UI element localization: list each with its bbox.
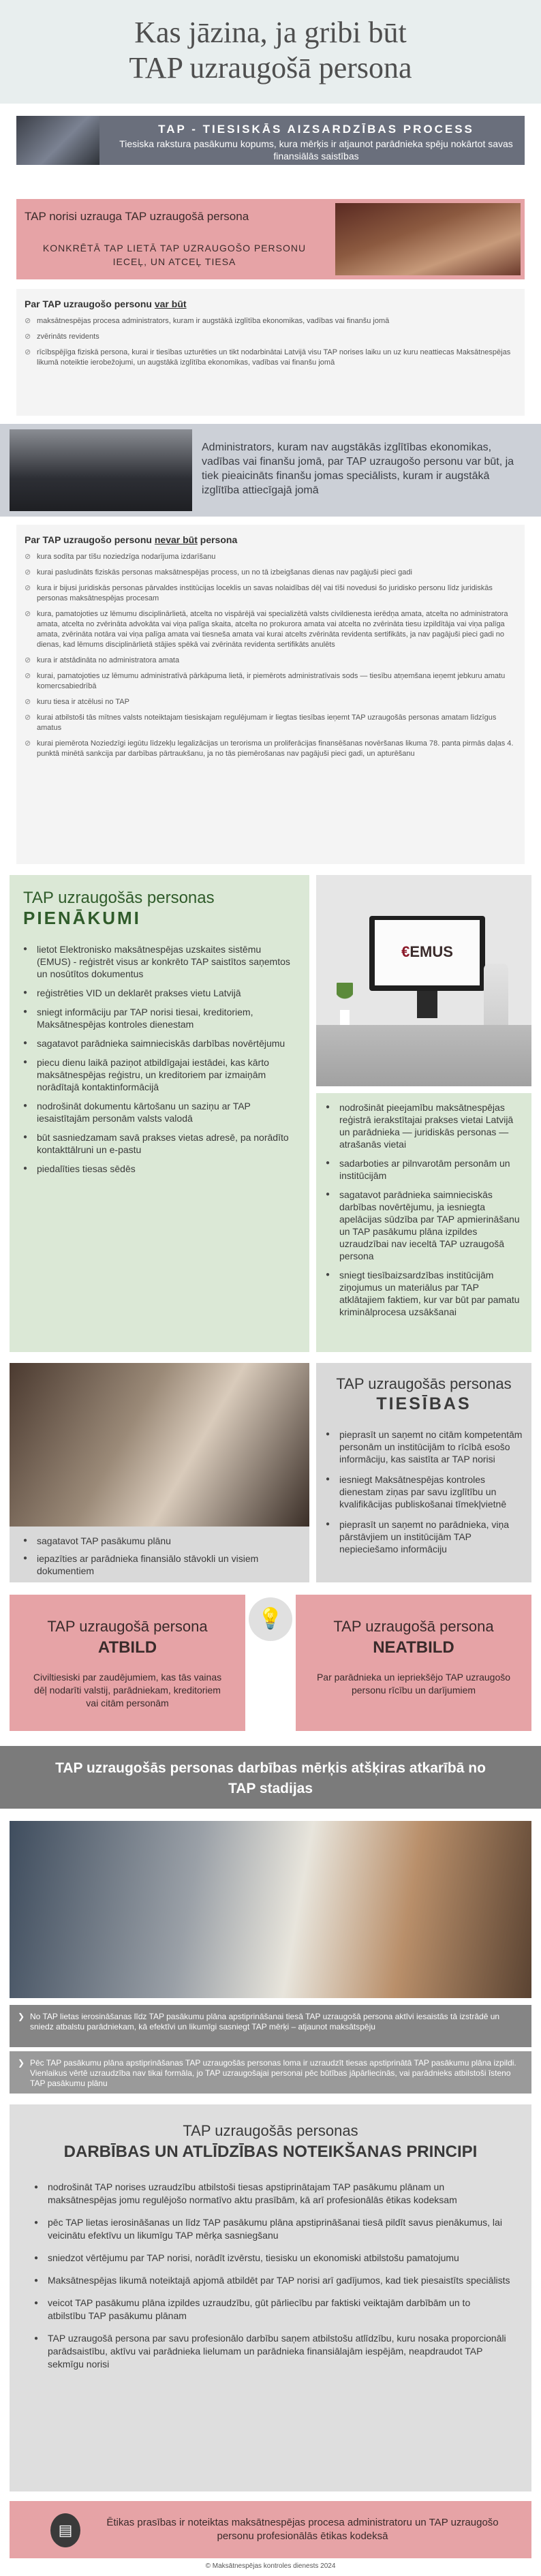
- stage-after-plan: ❯ Pēc TAP pasākumu plāna apstiprināšanas TAP uzraugošās personas loma ir uzraudzīt tiesas apstiprinātā TAP pasākumu plāna izpildi. Vienlaikus vērtē uzraudzība nav tikai formāla, jo TAP uzraugošajai personai pēc būtības jāpārliecinās, vai parādnieks atbilstoši īsteno TAP pasākumu plānu: [10, 2051, 531, 2094]
- monitor-stand: [417, 991, 437, 1018]
- page-header: [0, 0, 541, 104]
- graduation-text: Administrators, kuram nav augstākās izglītības ekonomikas, vadības vai finanšu jomā, par TAP uzraugošo personu var būt, ja tiek pieaicināts finanšu jomas speciālists, kuram ir augstākā izglītība attiecīgajā jomā: [202, 442, 514, 496]
- list-item: ⊘ kura sodīta par tīšu noziedzīga nodarījuma izdarīšanu: [25, 552, 516, 562]
- rights-heading-2: TIESĪBAS: [376, 1394, 472, 1413]
- banner-title: TAP - TIESISKĀS AIZSARDZĪBAS PROCESS: [158, 123, 474, 136]
- document-icon: ▤: [50, 2513, 80, 2547]
- principles-heading-1: TAP uzraugošās personas: [183, 2122, 358, 2139]
- rights-heading-1: TAP uzraugošās personas: [336, 1375, 512, 1392]
- graduation-section: [0, 424, 541, 517]
- office-meeting-image: [10, 1363, 309, 1527]
- cannot-be-heading-underlined: nevar būt: [154, 534, 198, 545]
- not-liable-panel: [296, 1595, 531, 1731]
- graduation-image: [10, 429, 192, 511]
- cannot-be-list: [25, 552, 516, 759]
- team-meeting-image: [10, 1821, 531, 1998]
- duties-heading-1: TAP uzraugošās personas: [23, 889, 215, 907]
- list-item: ⊘ kura ir bijusi juridiskās personas pārvaldes institūcijas loceklis un savas nolaidības dēļ vai tīši novedusi šo juridisko personu līdz juridiskās personas maksātnespējas procesam: [25, 583, 516, 604]
- liable-panel: [10, 1595, 245, 1731]
- duties-right-panel: [316, 1093, 531, 1352]
- duties-left-panel-extension: [10, 1311, 309, 1352]
- list-item: ● sagatavot parādnieka saimnieciskās darbības novērtējumu: [23, 1037, 296, 1049]
- list-item: ● sagatavot parādnieka saimnieciskās darbības novērtējumu, ja iesniegta apelācijas sūdzība par TAP apmierināšanu un TAP pasākumu plāna izpildes uzraudzībai nav ieceltā TAP uzraugošā persona: [326, 1189, 525, 1262]
- list-item: ⊘ rīcībspējīga fiziskā persona, kurai ir tiesības uzturēties un tikt nodarbinātai Latvijā visu TAP norises laiku un uz kuru neattiecas Maksātnespējas likumā noteiktie ierobežojumi, un augstākā izglītība ekonomikas, vadības vai finanšu jomā: [25, 348, 516, 368]
- list-item: ● pieprasīt un saņemt no citām kompetentām personām un institūcijām to rīcībā esošo informāciju, kas saistīta ar TAP norisi: [326, 1428, 525, 1465]
- list-item: ● sagatavot TAP pasākumu plānu: [23, 1535, 296, 1547]
- list-item: ⊘ kuru tiesa ir atcēlusi no TAP: [25, 697, 516, 707]
- list-item: ⊘ maksātnespējas procesa administrators, kuram ir augstākā izglītība ekonomikas, vadības vai finanšu jomā: [25, 316, 516, 326]
- appointment-line-1: TAP norisi uzrauga TAP uzraugošā persona: [25, 210, 249, 223]
- rights-right-list: [326, 1428, 525, 1563]
- cannot-be-heading-suffix: persona: [197, 534, 238, 545]
- cannot-be-section: [16, 525, 525, 864]
- ethics-footer: [10, 2501, 531, 2558]
- can-be-heading-prefix: Par TAP uzraugošo personu: [25, 298, 155, 309]
- liable-text: Civiltiesiski par zaudējumiem, kas tās vainas dēļ nodarīti valstij, parādniekam, kreditoriem vai citām personām: [33, 1672, 222, 1708]
- list-item: ● veicot TAP pasākumu plāna izpildes uzraudzību, gūt pārliecību par faktiski veiktajām darbībām un to atbilstību TAP pasākumu plānam: [34, 2297, 511, 2322]
- plant-icon: [337, 983, 353, 1025]
- can-be-section: [16, 289, 525, 416]
- emus-logo-text: EMUS: [409, 943, 453, 960]
- principles-panel: [10, 2104, 531, 2491]
- list-item: ● pēc TAP lietas ierosināšanas un līdz TAP pasākumu plāna apstiprināšanai tiesā pildīt savus pienākumus, lai veicinātu efektīvu un likumīgu TAP mērķa sasniegšanu: [34, 2216, 511, 2242]
- lightbulb-icon: 💡: [249, 1597, 292, 1641]
- cannot-be-heading: [25, 534, 516, 545]
- list-item: ● TAP uzraugošā persona par savu profesionālo darbību saņem atbilstošu atlīdzību, kuru nosaka proporcionāli parādsaistību, aktīvu vai parādnieka lielumam un parādnieka finansiālajām iespējām, neapdraudot TAP sekmīgu norisi: [34, 2332, 511, 2371]
- list-item: ● sniegt tiesībaizsardzības institūcijām ziņojumus un materiālus par TAP atklātajiem faktiem, kur var būt par pamatu kriminālprocesa uzsākšanai: [326, 1269, 525, 1318]
- list-item: ⊘ kura, pamatojoties uz lēmumu disciplinārlietā, atcelta no vispārējā vai specializētā valsts civildienesta ierēdņa amata, atcelta no administratora amata, atcelta no zvērināta advokāta vai viņa palīga skaita, atcelta no prokurora amata vai atcelta no zvērināta tiesu izpildītāja vai viņa palīga amata, zvērināta notāra vai viņa palīga amata vai tiesneša amata vai kurai atcelts zvērināta revidenta sertifikāts, ja nav pagājuši pieci gadi no dienas, kad lēmums disciplinārlietā stājies spēkā vai zvērināta revidenta sertifikāts anulēts: [25, 609, 516, 650]
- duties-heading-2: PIENĀKUMI: [23, 908, 141, 928]
- appointment-line-2: KONKRĒTĀ TAP LIETĀ TAP UZRAUGOŠO PERSONU IECEĻ, UN ATCEĻ TIESA: [42, 243, 307, 267]
- goal-banner: [0, 1746, 541, 1809]
- scales-image: [16, 116, 99, 165]
- list-item: ● sniedzot vērtējumu par TAP norisi, norādīt izvērstu, tiesisku un ekonomiski atbilstošu pamatojumu: [34, 2252, 511, 2265]
- list-item: ⊘ kurai atbilstoši tās mītnes valsts noteiktajam tiesiskajam regulējumam ir liegtas tiesības ieņemt TAP uzraugošās personas amatam līdzīgus amatus: [25, 713, 516, 733]
- courtroom-image: [335, 203, 521, 275]
- not-liable-heading-1: TAP uzraugošā persona: [333, 1618, 494, 1635]
- list-item: ⊘ kurai piemērota Noziedzīgi iegūtu līdzekļu legalizācijas un terorisma un proliferācijas finansēšanas novēršanas likuma 78. panta pirmās daļas 4. punktā minētā sankcija par darbības pārtraukšanu, ja no tās piemērošanas nav pagājuši pieci gadi, un apturēšanu: [25, 739, 516, 759]
- liable-heading-2: ATBILD: [97, 1638, 157, 1657]
- list-item: ● nodrošināt pieejamību maksātnespējas reģistrā ierakstītajai prakses vietai Latvijā un parādnieka — juridiskās personas — atrašanās vietai: [326, 1101, 525, 1150]
- list-item: ● iesniegt Maksātnespējas kontroles dienestam ziņas par savu izglītību un kvalifikācijas publiskošanai tīmekļvietnē: [326, 1473, 525, 1510]
- desk: [316, 1025, 531, 1086]
- title-line-2: TAP uzraugošā persona: [129, 51, 412, 85]
- duties-left-panel: [10, 875, 309, 1311]
- tap-definition-banner: [16, 116, 525, 165]
- list-item: ● piedalīties tiesas sēdēs: [23, 1163, 296, 1175]
- rights-left-panel: [10, 1527, 309, 1582]
- not-liable-heading-2: NEATBILD: [373, 1638, 454, 1657]
- goal-title: TAP uzraugošās personas darbības mērķis atšķiras atkarībā no TAP stadijas: [55, 1760, 486, 1796]
- can-be-list: [25, 316, 516, 368]
- rights-left-list: [23, 1535, 296, 1582]
- copyright: © Maksātnespējas kontroles dienests 2024: [205, 2562, 336, 2570]
- can-be-heading-underlined: var būt: [154, 298, 187, 309]
- emus-image: [316, 875, 531, 1086]
- list-item: ● Maksātnespējas likumā noteiktajā apjomā atbildēt par TAP norisi arī gadījumos, kad tiek piesaistīts speciālists: [34, 2274, 511, 2287]
- principles-list: [34, 2181, 511, 2380]
- lamp-icon: [484, 964, 508, 1025]
- principles-heading-2: DARBĪBAS UN ATLĪDZĪBAS NOTEIKŠANAS PRINCIPI: [63, 2143, 478, 2161]
- list-item: ● piecu dienu laikā paziņot atbildīgajai iestādei, kas kārto maksātnespējas reģistru, un kreditoriem par izmaiņām norādītajā kontaktinformācijā: [23, 1056, 296, 1093]
- liable-heading-1: TAP uzraugošā persona: [47, 1618, 208, 1635]
- list-item: ● pieprasīt un saņemt no parādnieka, viņa pārstāvjiem un institūcijām TAP nepieciešamo informāciju: [326, 1518, 525, 1555]
- title-line-1: Kas jāzina, ja gribi būt: [134, 16, 407, 49]
- banner-subtitle: Tiesiska rakstura pasākumu kopums, kura mērķis ir atjaunot parādnieka spēju nokārtot savas finansiālās saistības: [119, 138, 513, 162]
- duties-right-list: [326, 1101, 525, 1325]
- rights-panel: [316, 1363, 531, 1582]
- list-item: ⊘ kura ir atstādināta no administratora amata: [25, 656, 516, 666]
- stage-before-plan: ❯ No TAP lietas ierosināšanas līdz TAP pasākumu plāna apstiprināšanai tiesā TAP uzraugošā persona aktīvi iesaistās tā izstrādē un sniedz atbalstu parādniekam, kā efektīvi un likumīgi sasniegt TAP mērķi – atjaunot maksātspēju: [10, 2005, 531, 2047]
- ethics-text: Ētikas prasības ir noteiktas maksātnespējas procesa administratoru un TAP uzraugošo personu profesionālās ētikas kodeksā: [106, 2517, 499, 2542]
- list-item: ● reģistrēties VID un deklarēt prakses vietu Latvijā: [23, 987, 296, 999]
- list-item: ● būt sasniedzamam savā prakses vietas adresē, pa norādīto kontakttālruni un e-pastu: [23, 1131, 296, 1156]
- euro-icon: €: [401, 943, 410, 960]
- list-item: ● iepazīties ar parādnieka finansiālo stāvokli un visiem dokumentiem: [23, 1552, 296, 1577]
- list-item: ● lietot Elektronisko maksātnespējas uzskaites sistēmu (EMUS) - reģistrēt visus ar konkrēto TAP saistītos saņemtos un nosūtītos dokumentus: [23, 943, 296, 980]
- can-be-heading: [25, 298, 516, 309]
- list-item: ● sadarboties ar pilnvarotām personām un institūcijām: [326, 1157, 525, 1182]
- list-item: ● nodrošināt TAP norises uzraudzību atbilstoši tiesas apstiprinātajam TAP pasākumu plānam un maksātnespējas jomu regulējošo normatīvo aktu prasībām, kā arī profesionālās ētikas kodeksam: [34, 2181, 511, 2207]
- page-title: [0, 0, 541, 86]
- cannot-be-heading-prefix: Par TAP uzraugošo personu: [25, 534, 155, 545]
- list-item: ⊘ kurai, pamatojoties uz lēmumu administratīvā pārkāpuma lietā, ir piemērots administratīvais sods — tiesību atņemšana ieņemt jebkuru amatu komercsabiedrībā: [25, 671, 516, 692]
- duties-left-list: [23, 943, 296, 1182]
- list-item: ● sniegt informāciju par TAP norisi tiesai, kreditoriem, Maksātnespējas kontroles dienestam: [23, 1006, 296, 1030]
- list-item: ⊘ zvērināts revidents: [25, 332, 516, 342]
- list-item: ⊘ kurai pasludināts fiziskās personas maksātnespējas process, un no tā izbeigšanas dienas nav pagājuši pieci gadi: [25, 568, 516, 578]
- list-item: ● nodrošināt dokumentu kārtošanu un saziņu ar TAP iesaistītajām personām valsts valodā: [23, 1100, 296, 1124]
- appointment-box: [16, 199, 525, 279]
- not-liable-text: Par parādnieka un iepriekšējo TAP uzraugošo personu rīcību un darījumiem: [316, 1672, 511, 1696]
- emus-logo: [375, 943, 480, 961]
